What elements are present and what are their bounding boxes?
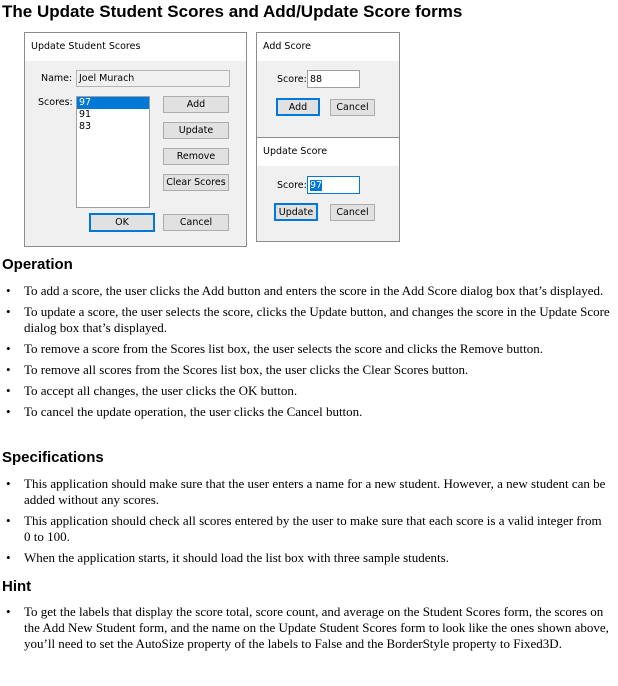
- specifications-heading: Specifications: [2, 449, 104, 466]
- list-item: • To add a score, the user clicks the Add button and enters the score in the Add Score dialog box that’s displayed.: [0, 283, 610, 299]
- name-label: Name:: [41, 73, 73, 84]
- operation-list: [0, 283, 610, 425]
- list-item: • To update a score, the user selects the score, clicks the Update button, and changes the score in the Update Score dialog box that’s displayed.: [0, 304, 610, 336]
- add-button[interactable]: Add: [276, 98, 320, 116]
- add-button[interactable]: Add: [163, 96, 229, 113]
- score-input[interactable]: 88: [307, 70, 360, 88]
- specifications-list: [0, 476, 610, 571]
- update-score-window: [256, 137, 400, 242]
- list-item: • This application should check all scores entered by the user to make sure that each score is a valid integer from 0 to 100.: [0, 513, 610, 545]
- cancel-button[interactable]: Cancel: [330, 99, 375, 116]
- list-item: • To remove a score from the Scores list box, the user selects the score and clicks the Remove button.: [0, 341, 610, 357]
- name-value: Joel Murach: [76, 70, 230, 87]
- score-label: Score:: [277, 74, 307, 85]
- add-score-window: [256, 32, 400, 138]
- update-button[interactable]: Update: [163, 122, 229, 139]
- scores-listbox[interactable]: [76, 96, 150, 208]
- cancel-button[interactable]: Cancel: [163, 214, 229, 231]
- list-item: • To remove all scores from the Scores list box, the user clicks the Clear Scores button.: [0, 362, 610, 378]
- list-item[interactable]: 91: [79, 109, 92, 120]
- list-item: • To cancel the update operation, the user clicks the Cancel button.: [0, 404, 610, 420]
- hint-heading: Hint: [2, 578, 32, 595]
- remove-button[interactable]: Remove: [163, 148, 229, 165]
- page-title: The Update Student Scores and Add/Update Score forms: [2, 2, 463, 21]
- score-input[interactable]: 97: [307, 176, 360, 194]
- ok-button[interactable]: OK: [89, 213, 155, 232]
- list-item: • To get the labels that display the score total, score count, and average on the Student Scores form, the scores on the Add New Student form, and the name on the Update Student Scores form to look like the ones shown above, you’ll need to set the AutoSize property of the labels to False and the BorderStyle property to Fixed3D.: [0, 604, 610, 652]
- update-button[interactable]: Update: [274, 203, 318, 221]
- window-title: Add Score: [263, 41, 312, 52]
- score-label: Score:: [277, 180, 307, 191]
- hint-list: [0, 604, 610, 657]
- list-item: • This application should make sure that the user enters a name for a new student. However, a new student can be added without any scores.: [0, 476, 610, 508]
- window-title: Update Student Scores: [31, 41, 141, 52]
- list-item[interactable]: 97: [77, 97, 149, 109]
- clear-scores-button[interactable]: Clear Scores: [163, 174, 229, 191]
- window-title-bar: [25, 33, 246, 61]
- list-item[interactable]: 83: [79, 121, 92, 132]
- update-student-scores-window: [24, 32, 247, 247]
- window-title-bar: [257, 138, 399, 166]
- operation-heading: Operation: [2, 256, 73, 273]
- cancel-button[interactable]: Cancel: [330, 204, 375, 221]
- scores-label: Scores:: [38, 97, 73, 108]
- list-item: • To accept all changes, the user clicks the OK button.: [0, 383, 610, 399]
- window-title: Update Score: [263, 146, 328, 157]
- window-title-bar: [257, 33, 399, 61]
- list-item: • When the application starts, it should load the list box with three sample students.: [0, 550, 610, 566]
